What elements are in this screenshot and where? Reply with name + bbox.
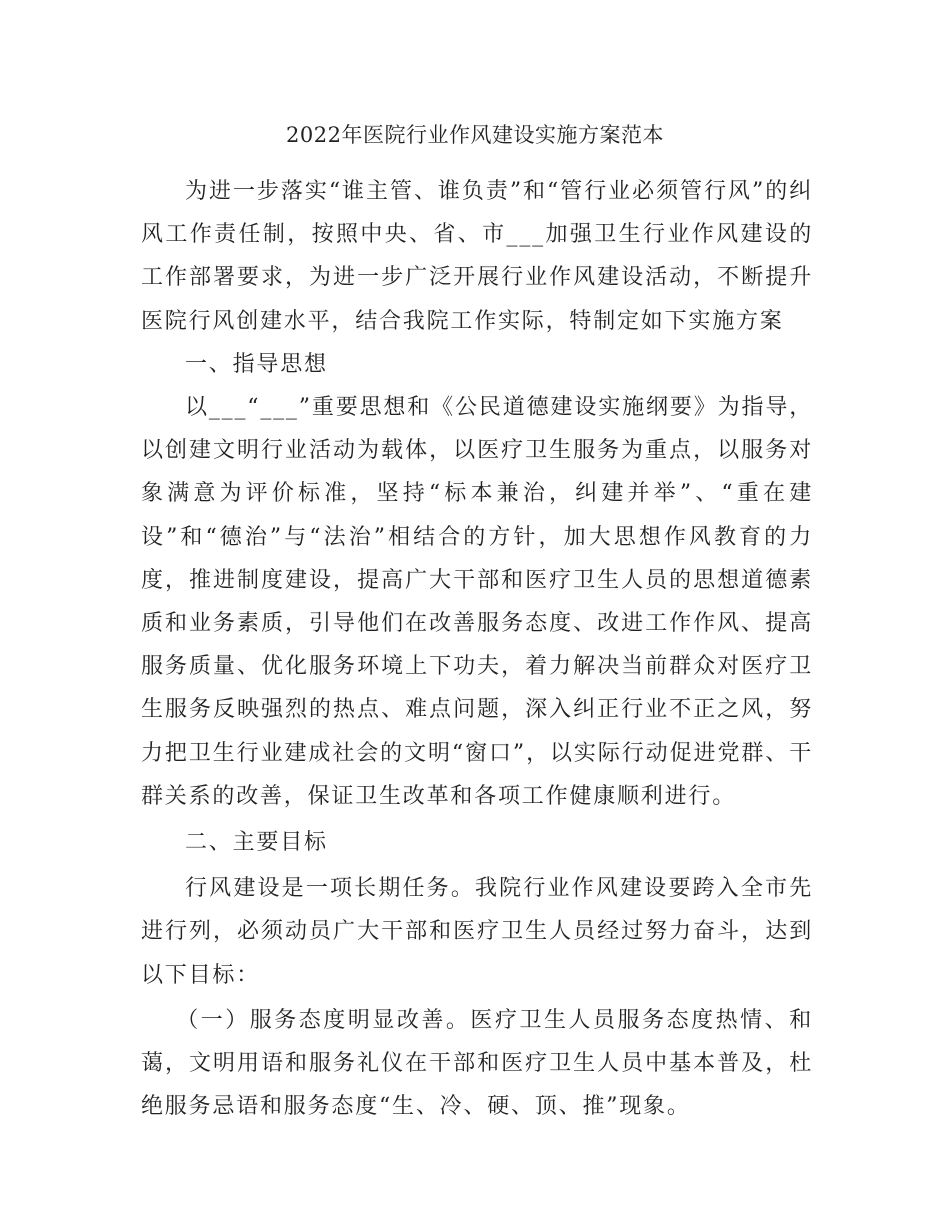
guiding-thought-paragraph: 以___“___”重要思想和《公民道德建设实施纲要》为指导，以创建文明行业活动为载体，以医疗卫生服务为重点，以服务对象满意为评价标准，坚持“标本兼治，纠建并举”、“重在建设”和“德治”与“法治”相结合的方针，加大思想作风教育的力度，推进制度建设，提高广大干部和医疗卫生人员的思想道德素质和业务素质，引导他们在改善服务态度、改进工作作风、提高服务质量、优化服务环境上下功夫，着力解决当前群众对医疗卫生服务反映强烈的热点、难点问题，深入纠正行业不正之风，努力把卫生行业建成社会的文明“窗口”，以实际行动促进党群、干群关系的改善，保证卫生改革和各项工作健康顺利进行。 [141,395,813,809]
document-title: 2022年医院行业作风建设实施方案范本 [286,123,664,147]
main-goals-paragraph: 行风建设是一项长期任务。我院行业作风建设要跨入全市先进行列，必须动员广大干部和医疗卫生人员经过努力奋斗，达到以下目标： [141,876,813,988]
section-heading-guiding-thought: 一、指导思想 [185,351,328,377]
goal-item-1-paragraph: （一）服务态度明显改善。医疗卫生人员服务态度热情、和蔼，文明用语和服务礼仪在干部和医疗卫生人员中基本普及，杜绝服务忌语和服务态度“生、冷、硬、顶、推”现象。 [141,1007,813,1120]
document-body [141,170,813,1128]
section-heading-main-goals: 二、主要目标 [185,830,328,856]
intro-paragraph: 为进一步落实“谁主管、谁负责”和“管行业必须管行风”的纠风工作责任制，按照中央、省、市___加强卫生行业作风建设的工作部署要求，为进一步广泛开展行业作风建设活动，不断提升医院行风创建水平，结合我院工作实际，特制定如下实施方案 [141,179,813,334]
